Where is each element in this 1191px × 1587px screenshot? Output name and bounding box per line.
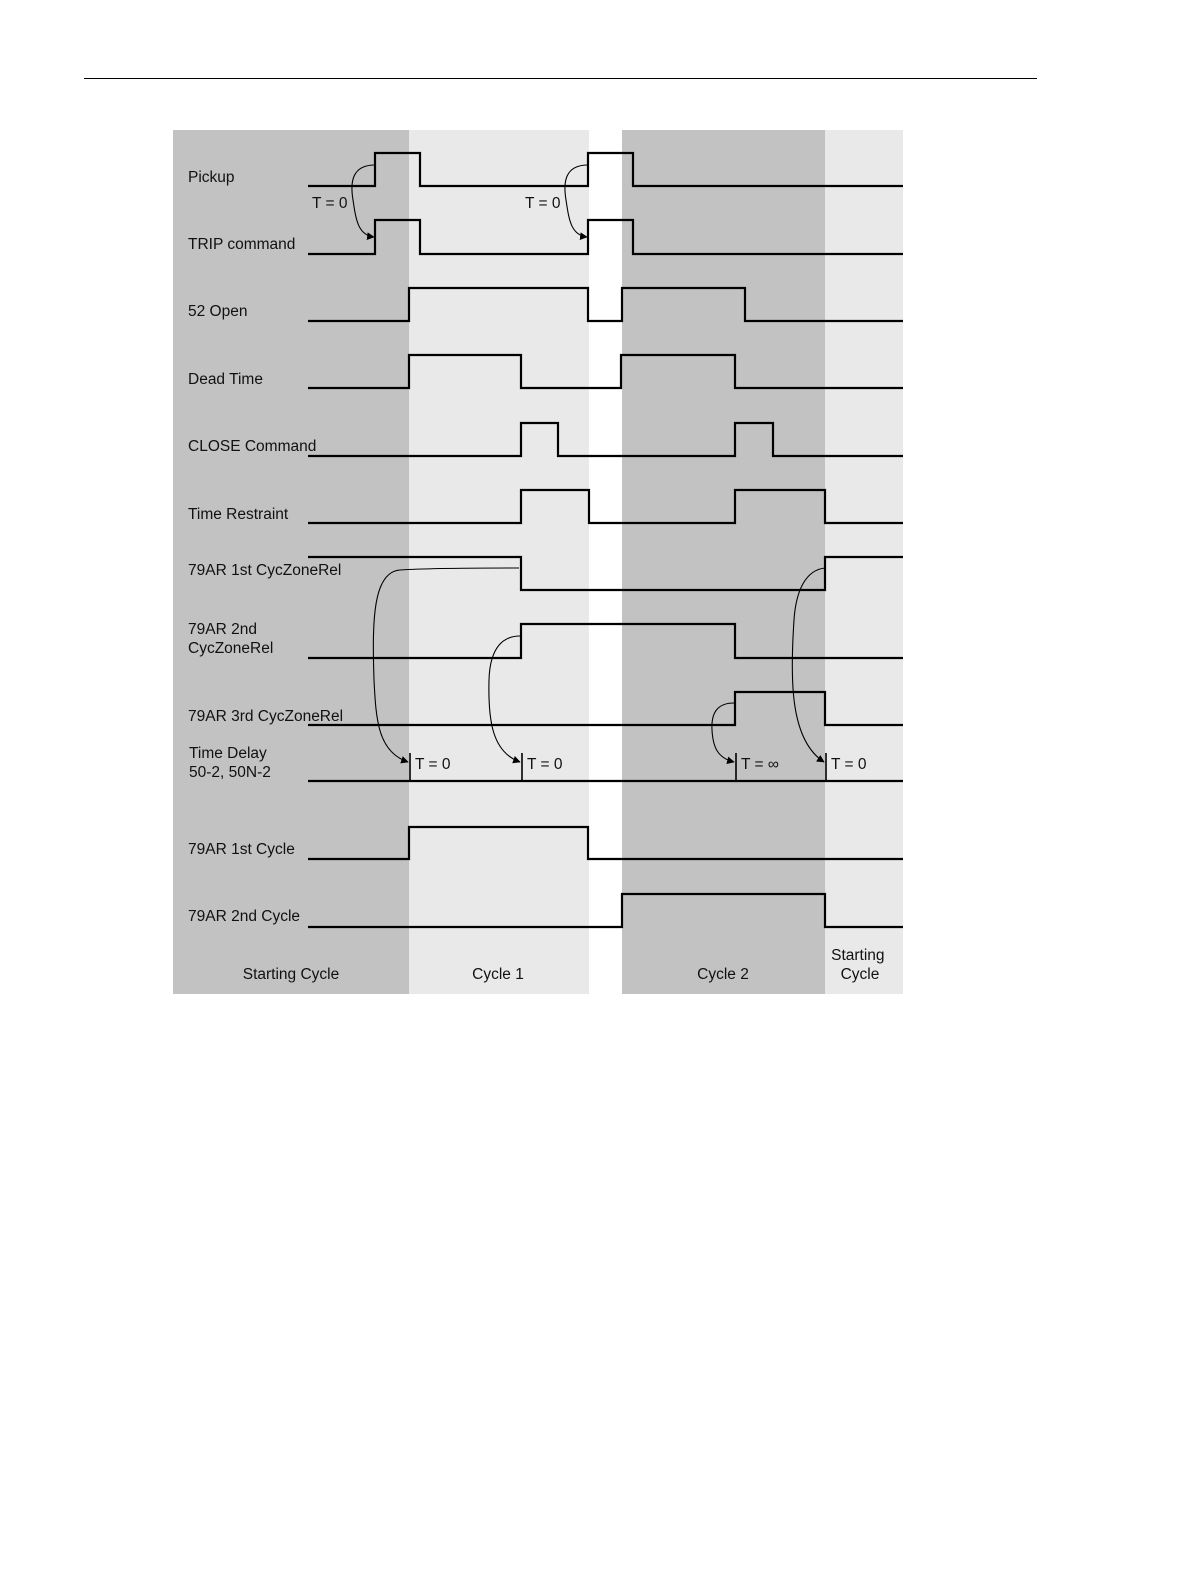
phase-label-starting-cycle: Starting Cycle bbox=[242, 966, 340, 983]
label-79ar-3rd-cyczonerel: 79AR 3rd CycZoneRel bbox=[188, 708, 344, 725]
label-79ar-1st-cycle: 79AR 1st Cycle bbox=[188, 841, 295, 858]
label-time-restraint: Time Restraint bbox=[188, 506, 289, 523]
annotation-t0-delay-2: T = 0 bbox=[527, 756, 563, 773]
label-52-open: 52 Open bbox=[188, 303, 248, 320]
label-dead-time: Dead Time bbox=[188, 371, 263, 388]
label-pickup: Pickup bbox=[188, 169, 235, 186]
band-cycle-1 bbox=[409, 130, 589, 994]
annotation-t0-delay-1: T = 0 bbox=[415, 756, 451, 773]
label-79ar-2nd-cyczonerel: 79AR 2nd CycZoneRel bbox=[188, 621, 274, 657]
phase-label-starting-cycle-end: Starting Cycle bbox=[831, 947, 885, 983]
annotation-t0-pickup-2: T = 0 bbox=[525, 195, 561, 212]
label-79ar-1st-cyczonerel: 79AR 1st CycZoneRel bbox=[188, 562, 342, 579]
annotation-t0-pickup-1: T = 0 bbox=[312, 195, 348, 212]
label-time-delay: Time Delay 50-2, 50N-2 bbox=[189, 745, 271, 781]
annotation-tinf-delay: T = ∞ bbox=[741, 756, 779, 773]
band-cycle-2 bbox=[622, 130, 825, 994]
phase-label-cycle-1: Cycle 1 bbox=[472, 966, 524, 983]
label-trip-command: TRIP command bbox=[188, 236, 296, 253]
label-close-command: CLOSE Command bbox=[188, 438, 317, 455]
phase-label-cycle-2: Cycle 2 bbox=[697, 966, 749, 983]
annotation-t0-delay-3: T = 0 bbox=[831, 756, 867, 773]
label-79ar-2nd-cycle: 79AR 2nd Cycle bbox=[188, 908, 301, 925]
band-starting-cycle-2 bbox=[825, 130, 903, 994]
